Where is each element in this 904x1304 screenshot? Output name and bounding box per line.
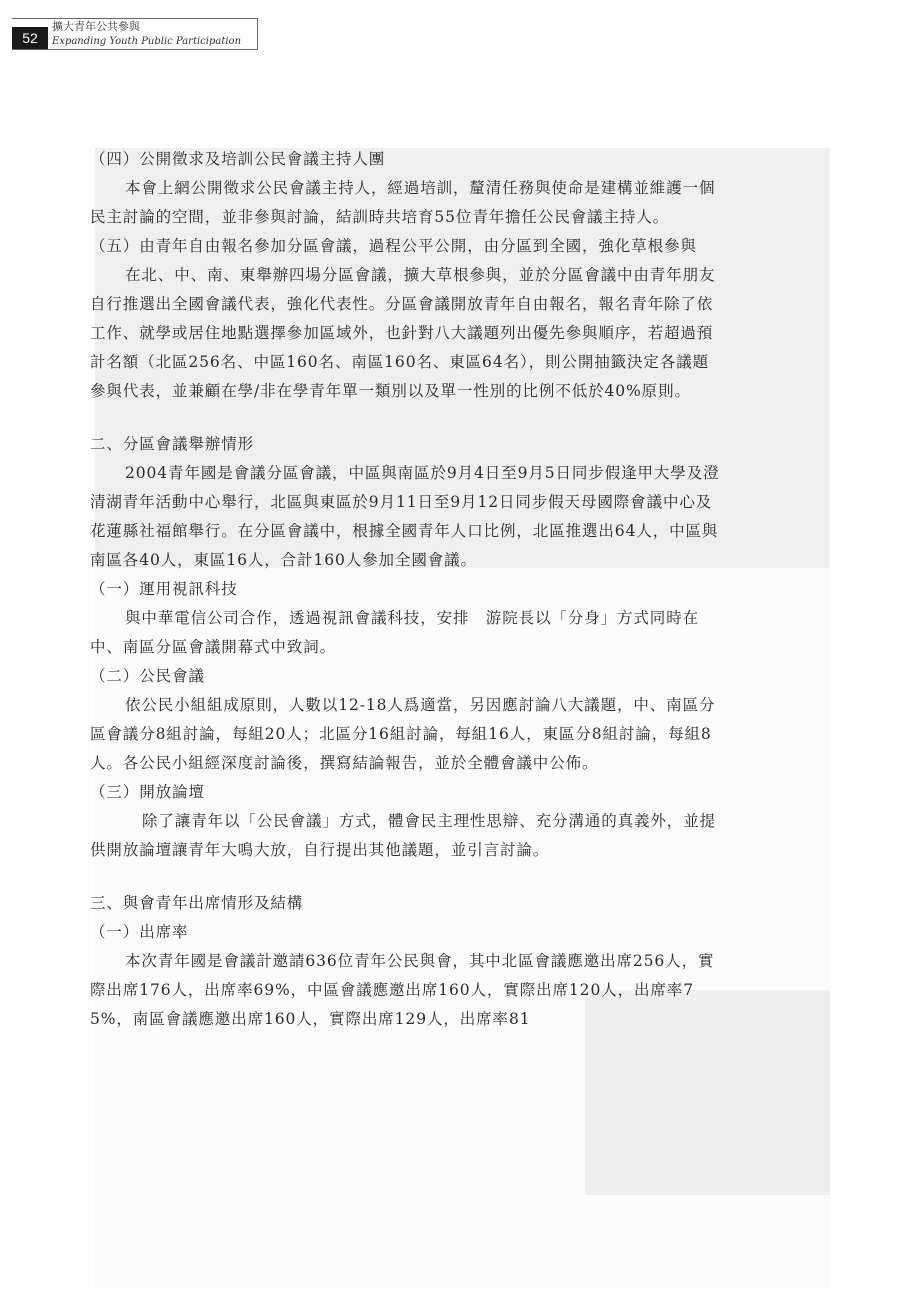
- page-number: 52: [12, 27, 48, 49]
- section2-heading: 二、分區會議舉辦情形: [90, 435, 255, 453]
- item4-paragraph: 本會上網公開徵求公民會議主持人，經過培訓，釐清任務與使命是建構並維護一個民主討論的空間，並非參與討論，結訓時共培育55位青年擔任公民會議主持人。: [90, 179, 716, 226]
- header-title-zh: 擴大青年公共參與: [52, 20, 140, 33]
- item5-paragraph: 在北、中、南、東舉辦四場分區會議，擴大草根參與，並於分區會議中由青年朋友自行推選出全國會議代表，強化代表性。分區會議開放青年自由報名，報名青年除了依工作、就學或居住地點選擇參加區域外，也針對八大議題列出優先參與順序，若超過預計名額（北區256名、中區160名、南區160名、東區64名），則公開抽籤決定各議題參與代表，並兼顧在學/非在學青年單一類別以及單一性別的比例不低於40%原則。: [90, 266, 716, 400]
- sub3-heading: （三）開放論壇: [90, 783, 205, 801]
- item4-heading: （四）公開徵求及培訓公民會議主持人團: [90, 150, 386, 168]
- section3-heading: 三、與會青年出席情形及結構: [90, 894, 304, 912]
- sub1-heading: （一）運用視訊科技: [90, 580, 238, 598]
- sub1-paragraph: 與中華電信公司合作，透過視訊會議科技，安排 游院長以「分身」方式同時在中、南區分區會議開幕式中致詞。: [90, 609, 700, 656]
- sub2-heading: （二）公民會議: [90, 667, 205, 685]
- running-header: [12, 18, 258, 50]
- s3sub1-heading: （一）出席率: [90, 923, 189, 941]
- header-title-en: Expanding Youth Public Participation: [52, 36, 242, 47]
- s3sub1-paragraph: 本次青年國是會議計邀請636位青年公民與會，其中北區會議應邀出席256人，實際出席176人，出席率69%，中區會議應邀出席160人，實際出席120人，出席率75%，南區會議應邀出席160人，實際出席129人，出席率81: [90, 952, 715, 1028]
- item5-heading: （五）由青年自由報名參加分區會議，過程公平公開，由分區到全國，強化草根參與: [90, 237, 697, 255]
- sub2-paragraph: 依公民小組組成原則，人數以12-18人爲適當，另因應討論八大議題，中、南區分區會議分8組討論，每組20人；北區分16組討論，每組16人，東區分8組討論，每組8人。各公民小組經深度討論後，撰寫結論報告，並於全體會議中公佈。: [90, 696, 716, 772]
- section2-paragraph: 2004青年國是會議分區會議，中區與南區於9月4日至9月5日同步假逢甲大學及澄清湖青年活動中心舉行，北區與東區於9月11日至9月12日同步假天母國際會議中心及花蓮縣社福館舉行。在分區會議中，根據全國青年人口比例，北區推選出64人，中區與南區各40人，東區16人，合計160人參加全國會議。: [90, 464, 720, 569]
- sub3-paragraph: 除了讓青年以「公民會議」方式，體會民主理性思辯、充分溝通的真義外，並提供開放論壇讓青年大鳴大放，自行提出其他議題，並引言討論。: [90, 812, 717, 859]
- page-body: [90, 145, 720, 1034]
